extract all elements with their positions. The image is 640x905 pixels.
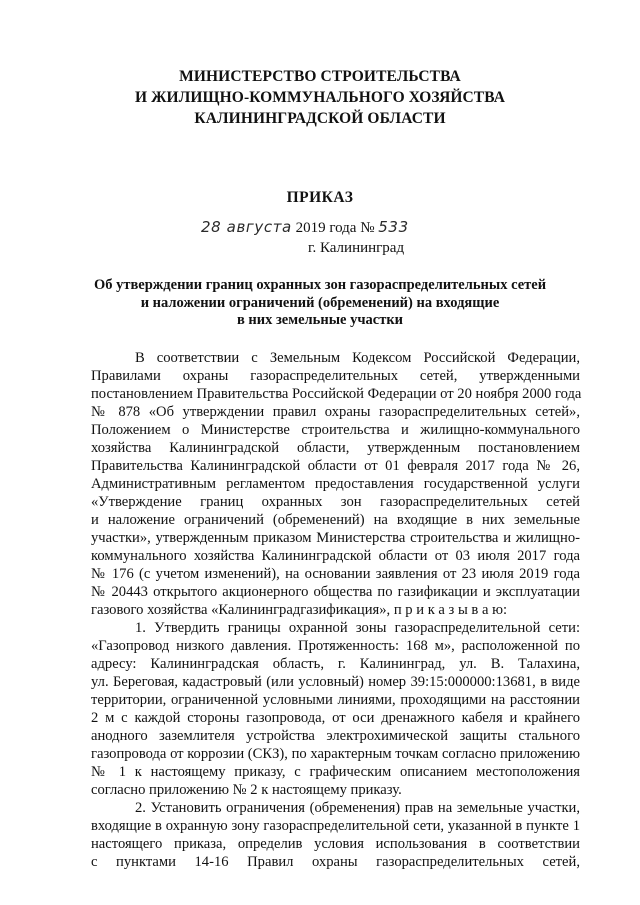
order-title: ПРИКАЗ [286, 189, 354, 206]
body-line: ул. Береговая, кадастровый (или условный) номер 39:15:000000:13681, в виде [91, 674, 580, 690]
ministry-line-2: И ЖИЛИЩНО-КОММУНАЛЬНОГО ХОЗЯЙСТВА [134, 89, 506, 106]
handwritten-order-number: 533 [378, 218, 409, 236]
body-line: настоящего приказа, определив условия использования в соответствии [91, 836, 580, 852]
body-line: Правилами охраны газораспределительных сетей, утвержденными [91, 368, 580, 384]
body-line: согласно приложению № 2 к настоящему приказу. [91, 782, 402, 798]
ministry-line-1: МИНИСТЕРСТВО СТРОИТЕЛЬСТВА [179, 68, 461, 85]
body-line: Административным регламентом предоставления государственной услуги [91, 476, 580, 492]
body-line: «Газопровод низкого давления. Протяженность: 168 м», расположенной по [91, 638, 580, 654]
order-year-text: 2019 года № [295, 220, 375, 236]
body-line: Правительства Калининградской области от 01 февраля 2017 года № 26, [91, 458, 580, 474]
body-line: территории, ограниченной условными линиями, проходящими на расстоянии [91, 692, 580, 708]
body-line: В соответствии с Земельным Кодексом Российской Федерации, [135, 350, 580, 366]
body-line: хозяйства Калининградской области, утвержденным постановлением [91, 440, 580, 456]
document-body [91, 349, 580, 871]
ministry-header [0, 66, 640, 129]
handwritten-date: 28 августа [201, 218, 292, 236]
body-line: № 176 (с учетом изменений), на основании заявления от 23 июля 2019 года [91, 566, 580, 582]
body-line: Положением о Министерстве строительства и жилищно-коммунального [91, 422, 580, 438]
subject-line-3: в них земельные участки [236, 312, 404, 328]
body-line: газового хозяйства «Калининградгазификация», п р и к а з ы в а ю: [91, 602, 508, 618]
ministry-line-3: КАЛИНИНГРАДСКОЙ ОБЛАСТИ [194, 110, 446, 127]
body-line: и наложение ограничений (обременений) на входящие в них земельные [91, 512, 580, 528]
body-line: № 1 к настоящему приказу, с графическим описанием местоположения [91, 764, 580, 780]
order-city: г. Калининград [308, 240, 405, 256]
body-line: 2. Установить ограничения (обременения) прав на земельные участки, [135, 800, 580, 816]
body-line: 2 м с каждой стороны газопровода, от оси дренажного кабеля и крайнего [91, 710, 580, 726]
subject-line-1: Об утверждении границ охранных зон газораспределительных сетей [93, 277, 547, 293]
body-line: «Утверждение границ охранных зон газораспределительных сетей [91, 494, 580, 510]
body-line: участки», утвержденным приказом Министерства строительства и жилищно- [91, 530, 580, 546]
subject-line-2: и наложении ограничений (обременений) на входящие [140, 294, 500, 311]
body-line: газопровода от коррозии (СКЗ), по характерным точкам согласно приложению [91, 746, 580, 762]
body-line: анодного заземлителя устройства электрохимической защиты стального [91, 728, 580, 744]
body-line: адресу: Калининградская область, г. Калининград, ул. В. Талахина, [91, 656, 580, 672]
body-line: 1. Утвердить границы охранной зоны газораспределительной сети: [135, 620, 580, 636]
body-line: входящие в охранную зону газораспределительной сети, указанной в пункте 1 [91, 818, 580, 834]
body-line: с пунктами 14-16 Правил охраны газораспределительных сетей, [91, 854, 580, 870]
body-line: № 878 «Об утверждении правил охраны газораспределительных сетей», [91, 404, 580, 420]
body-line: коммунального хозяйства Калининградской области от 03 июля 2017 года [91, 548, 580, 564]
body-line: постановлением Правительства Российской Федерации от 20 ноября 2000 года [91, 386, 582, 402]
body-line: № 20443 открытого акционерного общества по газификации и эксплуатации [91, 584, 580, 600]
order-subject [0, 277, 640, 330]
